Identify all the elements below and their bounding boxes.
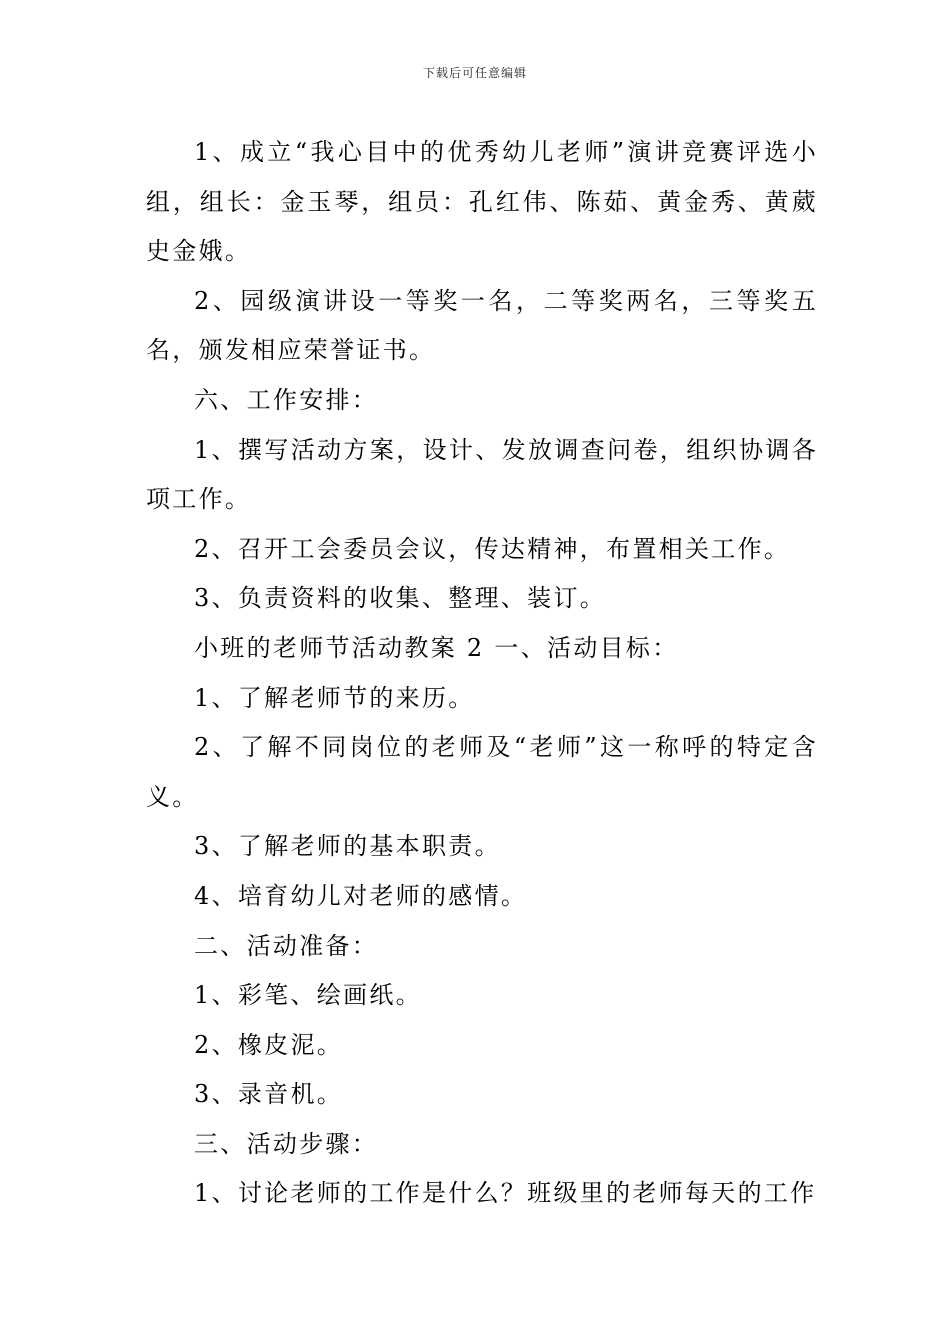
- paragraph-union-meeting: 2、召开工会委员会议，传达精神，布置相关工作。: [194, 534, 791, 563]
- paragraph-goal-1: 1、了解老师节的来历。: [194, 683, 475, 712]
- paragraph-prep-1: 1、彩笔、绘画纸。: [194, 981, 422, 1010]
- section-heading-steps: 三、活动步骤：: [194, 1129, 379, 1158]
- paragraph-goal-2: 2、了解不同岗位的老师及“老师”这一称呼的特定含义。: [146, 733, 818, 811]
- paragraph-prep-2: 2、橡皮泥。: [194, 1030, 344, 1059]
- section-heading-preparation: 二、活动准备：: [194, 931, 379, 960]
- paragraph-judging-group: 1、成立“我心目中的优秀幼儿老师”演讲竞赛评选小组，组长：金玉琴，组员：孔红伟、陈茹、黄金秀、黄葳史金娥。: [146, 138, 818, 266]
- paragraph-step-1: 1、讨论老师的工作是什么？班级里的老师每天的工作: [194, 1179, 817, 1208]
- section-heading-work-arrangement: 六、工作安排：: [194, 385, 379, 414]
- document-body: [146, 128, 818, 1219]
- paragraph-write-plan: 1、撰写活动方案，设计、发放调查问卷，组织协调各项工作。: [146, 435, 818, 514]
- page-header-note: 下载后可任意编辑: [422, 66, 527, 80]
- paragraph-awards: 2、园级演讲设一等奖一名，二等奖两名，三等奖五名，颁发相应荣誉证书。: [146, 286, 818, 365]
- paragraph-prep-3: 3、录音机。: [194, 1080, 344, 1109]
- paragraph-materials: 3、负责资料的收集、整理、装订。: [194, 584, 607, 613]
- paragraph-goal-3: 3、了解老师的基本职责。: [194, 832, 501, 861]
- paragraph-goal-4: 4、培育幼儿对老师的感情。: [194, 881, 528, 910]
- paragraph-lesson-plan-title: 小班的老师节活动教案 2 一、活动目标：: [194, 633, 679, 662]
